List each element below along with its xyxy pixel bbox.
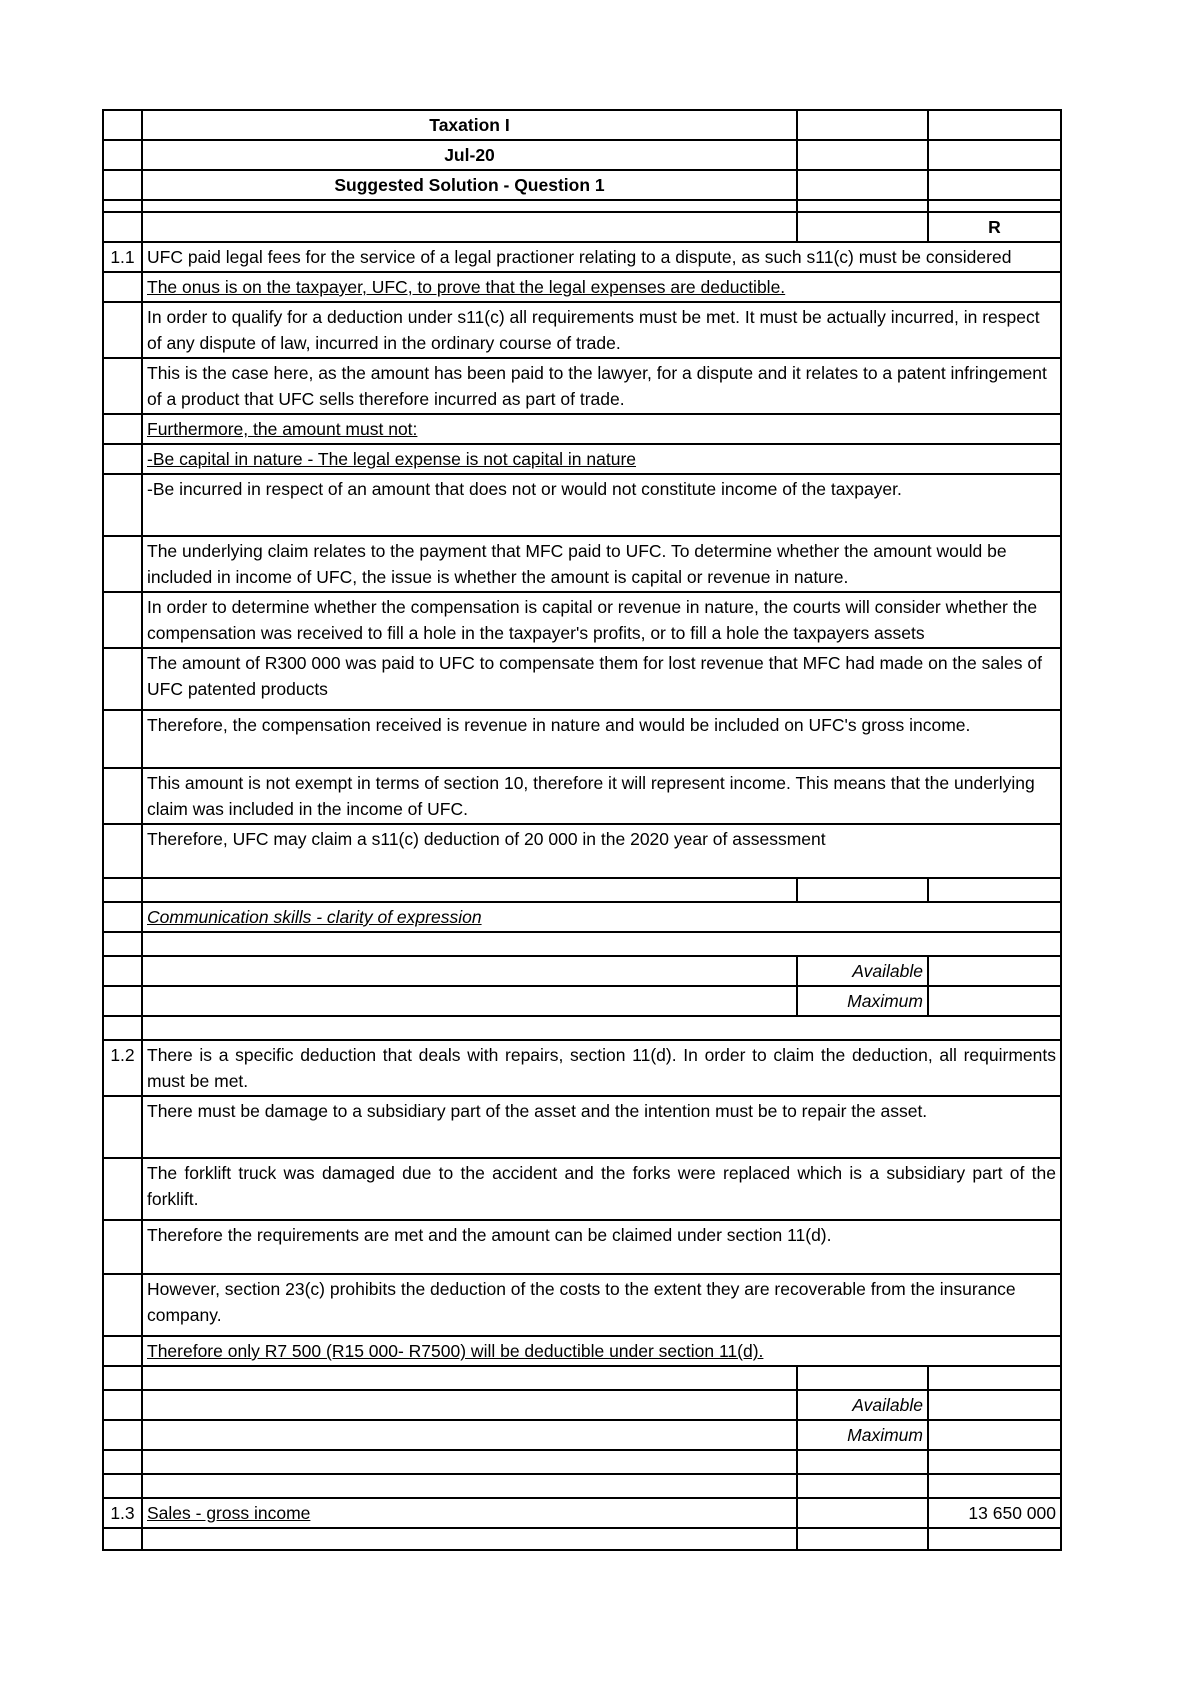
table-row	[103, 592, 1061, 648]
table-row	[103, 358, 1061, 414]
solution-text: Furthermore, the amount must not:	[142, 414, 1061, 444]
table-row	[103, 768, 1061, 824]
table-row	[103, 1474, 1061, 1498]
table-row	[103, 956, 1061, 986]
doc-title: Taxation I	[142, 110, 797, 140]
solution-text: There must be damage to a subsidiary part of the asset and the intention must be to repair the asset.	[142, 1096, 1061, 1158]
table-row	[103, 710, 1061, 768]
question-number: 1.2	[103, 1040, 142, 1096]
available-label: Available	[797, 1390, 928, 1420]
table-row	[103, 242, 1061, 272]
table-row	[103, 444, 1061, 474]
solution-text: The underlying claim relates to the payment that MFC paid to UFC. To determine whether the amount would be included in income of UFC, the issue is whether the amount is capital or revenue in nature.	[142, 536, 1061, 592]
solution-table	[102, 109, 1062, 1551]
solution-text: There is a specific deduction that deals with repairs, section 11(d). In order to claim the deduction, all requirments must be met.	[142, 1040, 1061, 1096]
solution-text: Therefore only R7 500 (R15 000- R7500) will be deductible under section 11(d).	[142, 1336, 1061, 1366]
table-row	[103, 1158, 1061, 1220]
table-row	[103, 932, 1061, 956]
table-row	[103, 1390, 1061, 1420]
spacer-row	[103, 200, 1061, 212]
solution-text: The onus is on the taxpayer, UFC, to prove that the legal expenses are deductible.	[142, 272, 1061, 302]
maximum-label: Maximum	[797, 986, 928, 1016]
sales-amount: 13 650 000	[928, 1498, 1061, 1528]
solution-text: Therefore the requirements are met and the amount can be claimed under section 11(d).	[142, 1220, 1061, 1274]
solution-text: Therefore, UFC may claim a s11(c) deduction of 20 000 in the 2020 year of assessment	[142, 824, 1061, 878]
table-row	[103, 648, 1061, 710]
solution-text: This is the case here, as the amount has been paid to the lawyer, for a dispute and it relates to a patent infringement of a product that UFC sells therefore incurred as part of trade.	[142, 358, 1061, 414]
table-row	[103, 1498, 1061, 1528]
doc-date: Jul-20	[142, 140, 797, 170]
table-row	[103, 1450, 1061, 1474]
communication-skills: Communication skills - clarity of expression	[142, 902, 1061, 932]
table-row	[103, 302, 1061, 358]
table-row	[103, 414, 1061, 444]
subtitle-row	[103, 170, 1061, 200]
table-row	[103, 536, 1061, 592]
table-row	[103, 824, 1061, 878]
solution-text: UFC paid legal fees for the service of a legal practioner relating to a dispute, as such s11(c) must be considered	[142, 242, 1061, 272]
currency-row	[103, 212, 1061, 242]
table-row	[103, 1528, 1061, 1550]
table-row	[103, 1220, 1061, 1274]
table-row	[103, 1016, 1061, 1040]
table-row	[103, 272, 1061, 302]
solution-text: The amount of R300 000 was paid to UFC to compensate them for lost revenue that MFC had made on the sales of UFC patented products	[142, 648, 1061, 710]
table-row	[103, 1096, 1061, 1158]
available-label: Available	[797, 956, 928, 986]
solution-text: -Be capital in nature - The legal expense is not capital in nature	[142, 444, 1061, 474]
solution-text: However, section 23(c) prohibits the deduction of the costs to the extent they are recoverable from the insurance company.	[142, 1274, 1061, 1336]
solution-text: In order to qualify for a deduction under s11(c) all requirements must be met. It must be actually incurred, in respect of any dispute of law, incurred in the ordinary course of trade.	[142, 302, 1061, 358]
table-row	[103, 902, 1061, 932]
table-row	[103, 1040, 1061, 1096]
table-row	[103, 474, 1061, 536]
solution-text: The forklift truck was damaged due to the accident and the forks were replaced which is a subsidiary part of the forklift.	[142, 1158, 1061, 1220]
solution-text: -Be incurred in respect of an amount that does not or would not constitute income of the taxpayer.	[142, 474, 1061, 536]
sales-label: Sales - gross income	[142, 1498, 797, 1528]
table-row	[103, 1366, 1061, 1390]
maximum-label: Maximum	[797, 1420, 928, 1450]
question-number: 1.3	[103, 1498, 142, 1528]
table-row	[103, 986, 1061, 1016]
currency-header: R	[928, 212, 1061, 242]
solution-text: Therefore, the compensation received is revenue in nature and would be included on UFC's gross income.	[142, 710, 1061, 768]
table-row	[103, 1336, 1061, 1366]
title-row	[103, 110, 1061, 140]
doc-subtitle: Suggested Solution - Question 1	[142, 170, 797, 200]
table-row	[103, 878, 1061, 902]
question-number: 1.1	[103, 242, 142, 272]
solution-text: In order to determine whether the compensation is capital or revenue in nature, the courts will consider whether the compensation was received to fill a hole in the taxpayer's profits, or to fill a hole the taxpayers assets	[142, 592, 1061, 648]
date-row	[103, 140, 1061, 170]
spreadsheet	[102, 109, 1060, 1551]
table-row	[103, 1274, 1061, 1336]
solution-text: This amount is not exempt in terms of section 10, therefore it will represent income. This means that the underlying claim was included in the income of UFC.	[142, 768, 1061, 824]
table-row	[103, 1420, 1061, 1450]
